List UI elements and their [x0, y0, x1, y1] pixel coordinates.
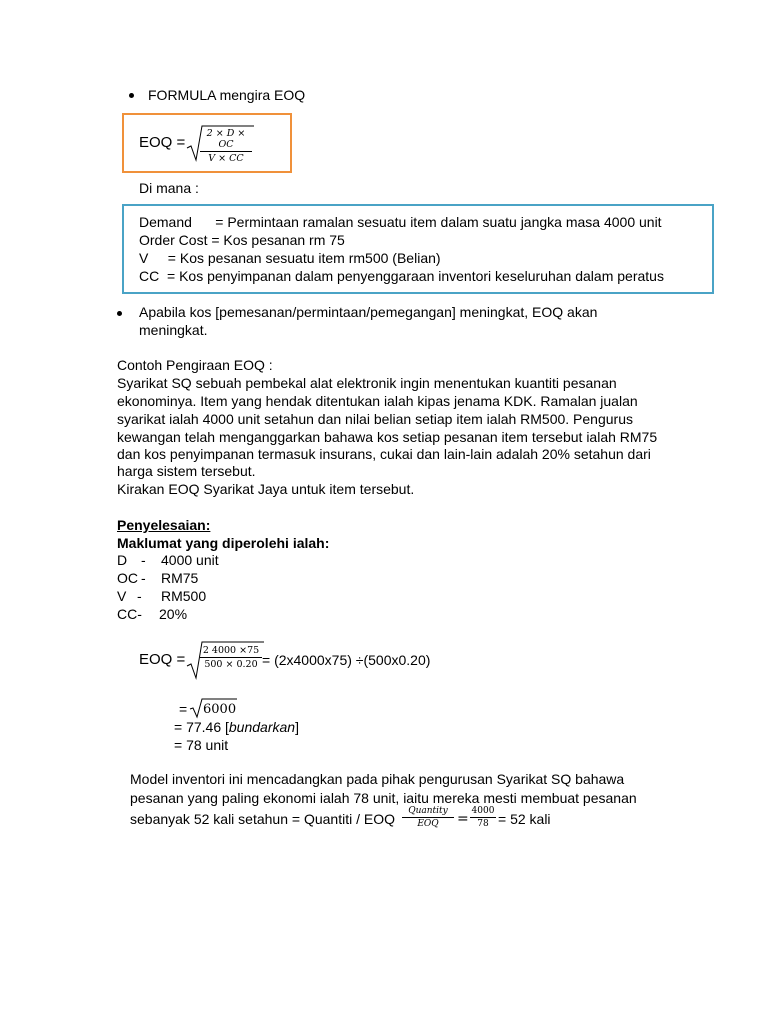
- bullet-dot: [117, 311, 122, 316]
- example-heading: Contoh Pengiraan EOQ :: [117, 357, 273, 373]
- fraction-bar: [200, 151, 252, 152]
- calc-step4: = 78 unit: [174, 737, 229, 753]
- example-line: Syarikat SQ sebuah pembekal alat elektronik ingin menentukan kuantiti pesanan: [117, 375, 617, 391]
- fraction-bar: [200, 657, 262, 658]
- calc-step3-suffix: ]: [295, 719, 299, 735]
- example-line: Kirakan EOQ Syarikat Jaya untuk item tersebut.: [117, 481, 415, 497]
- formula-label: EOQ =: [139, 134, 186, 151]
- solution-subheading: Maklumat yang diperolehi ialah:: [117, 535, 330, 551]
- calc-step3: [174, 718, 299, 736]
- calc-step2-radicand: 6000: [203, 702, 237, 717]
- conclusion-line3-suffix: = 52 kali: [498, 811, 551, 827]
- calc-step3-italic: bundarkan: [228, 719, 296, 735]
- example-line: ekonominya. Item yang hendak ditentukan ialah kipas jenama KDK. Ramalan jualan: [117, 393, 638, 409]
- given-dash: -: [141, 570, 146, 586]
- calc-numerator: 2 4000 ×75: [202, 645, 260, 656]
- given-value: 20%: [159, 606, 188, 622]
- calc-step3-prefix: = 77.46 [: [174, 719, 229, 735]
- formula-fraction: [200, 128, 252, 164]
- definition-order-cost: Order Cost = Kos pesanan rm 75: [139, 232, 345, 248]
- bullet-eoq-note-line2: meningkat.: [139, 322, 208, 338]
- given-value: RM75: [161, 570, 199, 586]
- calc-step2-prefix: =: [179, 701, 188, 717]
- given-symbol: CC-: [117, 606, 142, 622]
- example-line: syarikat ialah 4000 unit setahun dan nilai belian setiap item ialah RM500. Pengurus: [117, 411, 633, 427]
- example-line: kewangan telah menganggarkan bahawa kos setiap pesanan item tersebut ialah RM75: [117, 429, 658, 445]
- definition-v: V = Kos pesanan sesuatu item rm500 (Belian): [139, 250, 441, 266]
- conclusion-fraction-quantity: [402, 806, 454, 829]
- conclusion-frac1-num: Quantity: [408, 806, 448, 816]
- bullet-dot: [129, 93, 134, 98]
- calc-denominator: 500 × 0.20: [204, 659, 258, 670]
- given-symbol: D: [117, 552, 128, 568]
- solution-heading: Penyelesaian:: [117, 517, 211, 533]
- definition-cc: CC = Kos penyimpanan dalam penyenggaraan inventori keseluruhan dalam peratus: [139, 268, 664, 284]
- given-value: 4000 unit: [161, 552, 219, 568]
- conclusion-line3-prefix: sebanyak 52 kali setahun = Quantiti / EOQ: [130, 811, 395, 827]
- conclusion-line: pesanan yang paling ekonomi ialah 78 unit, iaitu mereka mesti membuat pesanan: [130, 790, 637, 806]
- given-symbol: V: [117, 588, 127, 604]
- conclusion-fraction-value: [470, 806, 496, 829]
- conclusion-frac2-den: 78: [477, 819, 489, 829]
- formula-numerator: 2 × D × OC: [206, 128, 246, 150]
- given-symbol: OC: [117, 570, 138, 586]
- bullet-eoq-note-line1: Apabila kos [pemesanan/permintaan/pemegangan] meningkat, EOQ akan: [139, 304, 598, 320]
- bullet-formula-heading: FORMULA mengira EOQ: [148, 87, 306, 103]
- conclusion-line: Model inventori ini mencadangkan pada pihak pengurusan Syarikat SQ bahawa: [130, 771, 625, 787]
- calc-rhs: = (2x4000x75) ÷(500x0.20): [262, 652, 431, 668]
- given-dash: -: [137, 588, 142, 604]
- fraction-bar: [470, 817, 496, 818]
- formula-denominator: V × CC: [208, 153, 244, 164]
- fraction-bar: [402, 817, 454, 818]
- example-line: dan kos penyimpanan termasuk insurans, cukai dan lain-lain adalah 20% setahun dari: [117, 446, 651, 462]
- di-mana-label: Di mana :: [139, 180, 199, 196]
- example-line: harga sistem tersebut.: [117, 463, 256, 479]
- conclusion-frac2-num: 4000: [471, 806, 495, 816]
- conclusion-eq: =: [457, 811, 469, 827]
- given-dash: -: [141, 552, 146, 568]
- conclusion-frac1-den: EOQ: [417, 819, 439, 829]
- calc-fraction: [200, 645, 262, 670]
- definition-demand: Demand = Permintaan ramalan sesuatu item dalam suatu jangka masa 4000 unit: [139, 214, 662, 230]
- given-value: RM500: [161, 588, 207, 604]
- calc-label: EOQ =: [139, 651, 186, 668]
